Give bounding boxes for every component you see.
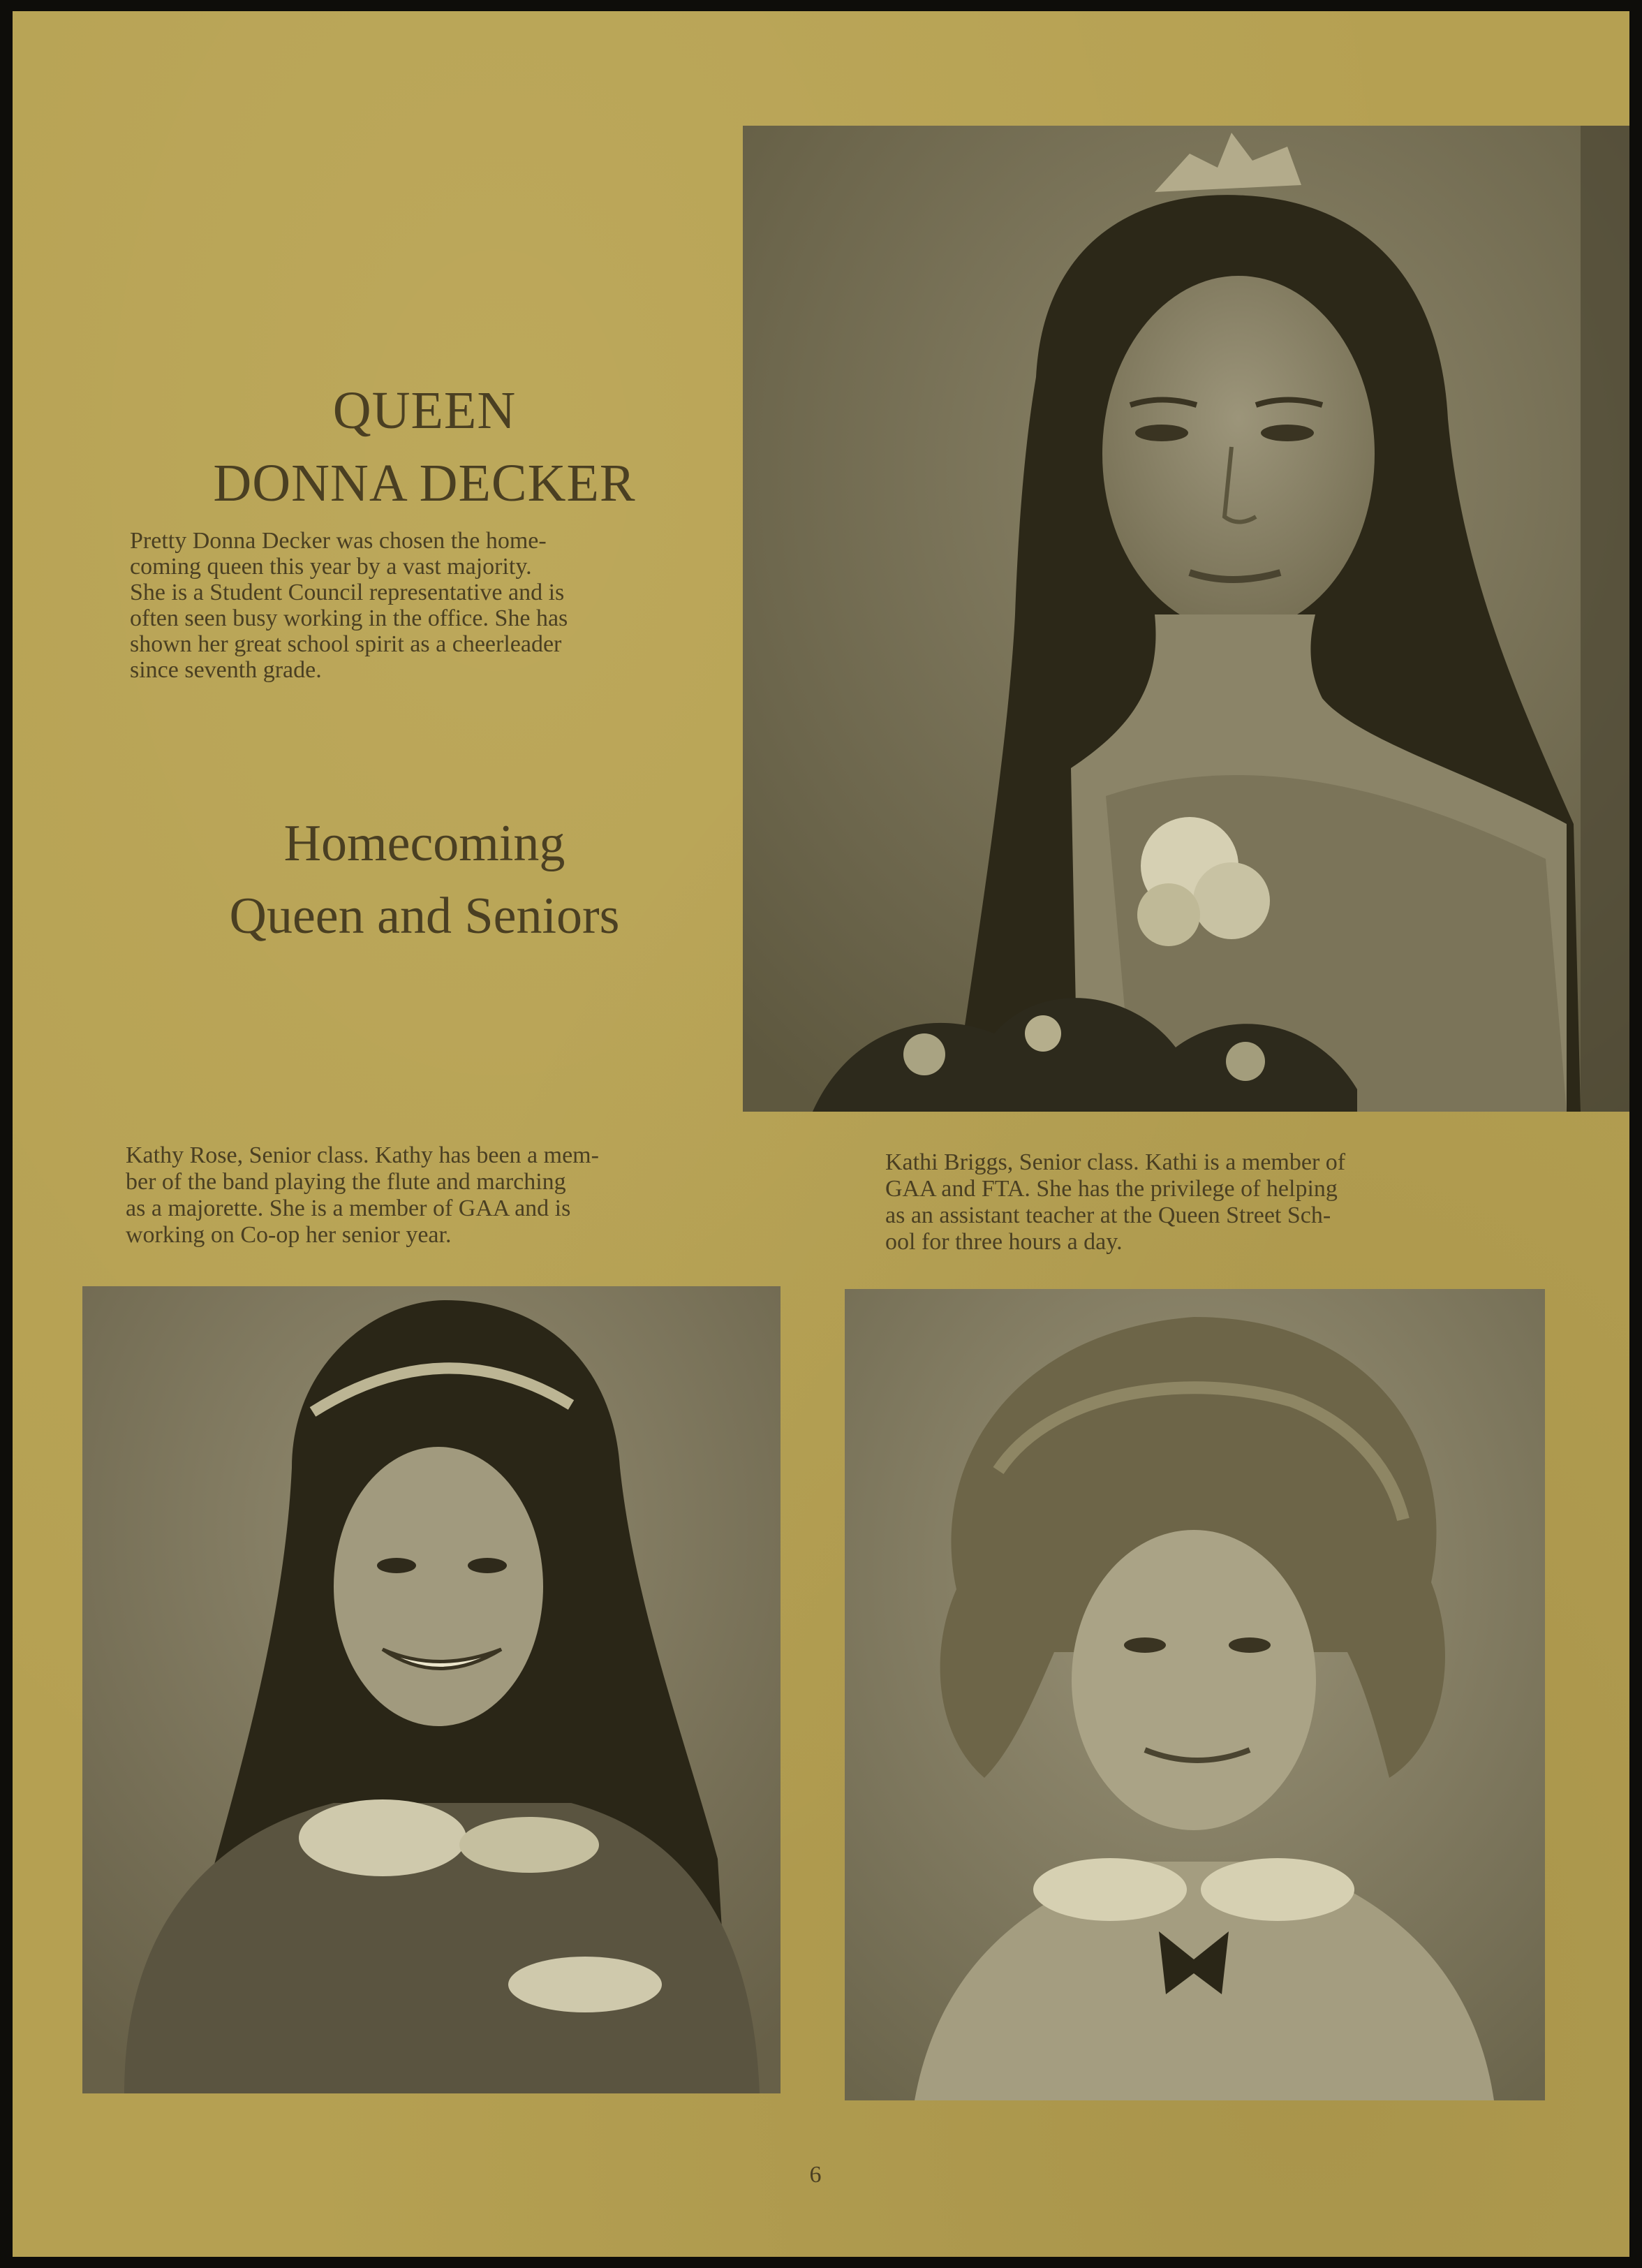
caption-line: ber of the band playing the flute and marching: [126, 1169, 566, 1195]
kathy-rose-portrait-photo: [82, 1286, 781, 2093]
queen-title: [138, 374, 711, 520]
caption-line: Kathy Rose, Senior class. Kathy has been a mem-: [126, 1142, 599, 1168]
caption-line: as an assistant teacher at the Queen Street Sch-: [885, 1202, 1331, 1228]
queen-description: [130, 528, 730, 683]
queen-description-line: She is a Student Council representative and is: [130, 580, 565, 605]
caption-line: as a majorette. She is a member of GAA and is: [126, 1195, 571, 1221]
queen-title-line2: DONNA DECKER: [213, 454, 636, 513]
queen-description-line: since seventh grade.: [130, 657, 322, 683]
page-number: 6: [809, 2162, 822, 2188]
kathy-rose-caption: [126, 1142, 754, 1249]
kathi-briggs-portrait-photo: [845, 1289, 1545, 2100]
kathi-briggs-caption: [885, 1149, 1514, 1256]
queen-portrait-photo: [743, 126, 1629, 1112]
section-title-line1: Homecoming: [283, 815, 565, 872]
queen-description-line: coming queen this year by a vast majority.: [130, 554, 532, 580]
caption-line: Kathi Briggs, Senior class. Kathi is a member of: [885, 1149, 1346, 1175]
caption-line: working on Co-op her senior year.: [126, 1222, 452, 1248]
section-title: [138, 807, 711, 952]
queen-description-line: Pretty Donna Decker was chosen the home-: [130, 528, 547, 554]
kathy-rose-portrait-image: [82, 1286, 781, 2093]
section-title-line2: Queen and Seniors: [229, 888, 620, 945]
queen-title-line1: QUEEN: [332, 381, 517, 440]
kathi-briggs-portrait-image: [845, 1289, 1545, 2100]
caption-line: ool for three hours a day.: [885, 1229, 1123, 1255]
queen-portrait-image: [743, 126, 1629, 1112]
caption-line: GAA and FTA. She has the privilege of helping: [885, 1176, 1338, 1202]
queen-description-line: shown her great school spirit as a cheerleader: [130, 631, 562, 657]
yearbook-page: [13, 11, 1629, 2257]
queen-description-line: often seen busy working in the office. She has: [130, 605, 568, 631]
